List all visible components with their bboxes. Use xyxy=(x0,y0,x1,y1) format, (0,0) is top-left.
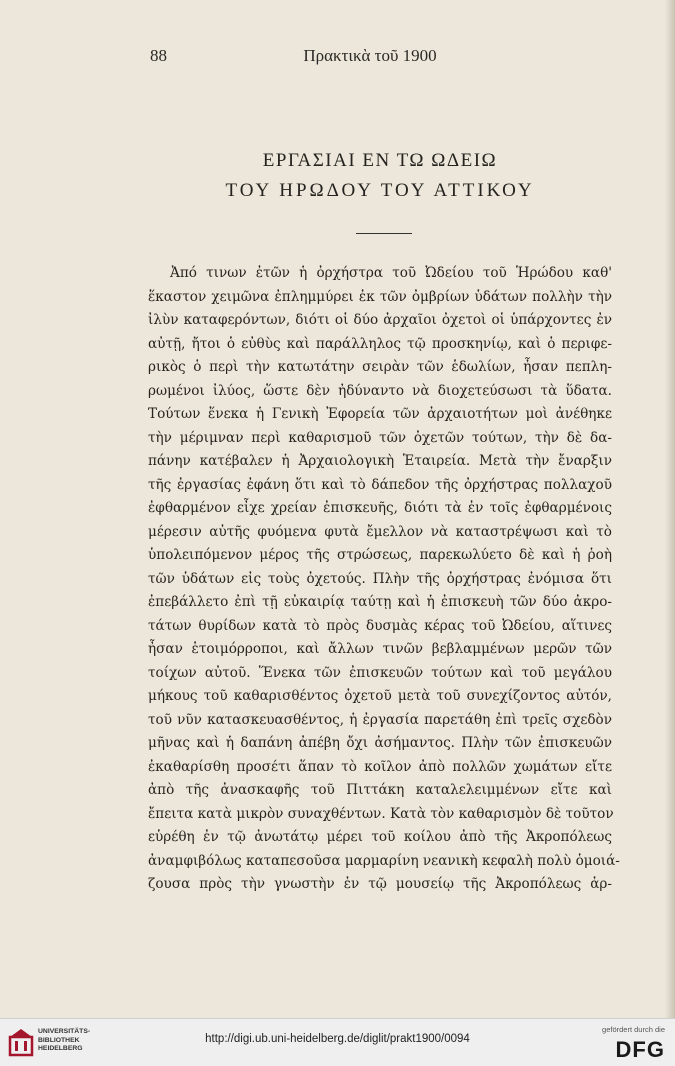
permalink-url[interactable]: http://digi.ub.uni-heidelberg.de/diglit/prakt1900/0094 xyxy=(205,1033,470,1045)
article-title xyxy=(150,146,610,206)
title-divider xyxy=(356,233,412,234)
body-line: τοίχων αὐτοῦ. Ἕνεκα τῶν ἐπισκευῶν τούτων καὶ τοῦ μεγάλου xyxy=(148,664,612,681)
university-library-logo-icon[interactable] xyxy=(8,1027,34,1057)
body-line: ρωμένοι ἰλύος, ὥστε δὲν ἠδύναντο νὰ διοχετεύσωσι τὰ ὕδατα. xyxy=(148,382,612,399)
body-line: ἀπὸ τῆς ἀνασκαφῆς τοῦ Πιττάκη καταλελειμμένων εἴτε καὶ xyxy=(148,782,612,798)
body-line: μέρεσιν αὐτῆς φυόμενα φυτὰ ἔμελλον νὰ καταστρέψωσι καὶ τὸ xyxy=(148,523,612,540)
library-name-line: BIBLIOTHEK xyxy=(38,1036,80,1044)
library-name-line: HEIDELBERG xyxy=(38,1045,83,1053)
body-line: ὑπολειπόμενον μέρος τῆς στρώσεως, παρεκωλύετο δὲ καὶ ἡ ῥοὴ xyxy=(148,547,612,563)
dfg-logo[interactable]: DFG xyxy=(615,1037,665,1062)
body-line: πάνην κατέβαλεν ἡ Ἀρχαιολογικὴ Ἑταιρεία. Μετὰ τὴν ἔναρξιν xyxy=(148,453,612,469)
body-line: ἐκαθαρίσθη προσέτι ἅπαν τὸ κοῖλον ἀπὸ πολλῶν χωμάτων εἴτε xyxy=(148,758,612,775)
running-title: Πρακτικὰ τοῦ 1900 xyxy=(303,46,437,65)
body-line: αὐτῇ, ἤτοι ὁ εὐθὺς καὶ παράλληλος τῷ προσκηνίῳ, καὶ ὁ περιφε- xyxy=(148,335,612,352)
funded-by-label: gefördert durch die xyxy=(602,1025,665,1034)
body-line: ζουσα πρὸς τὴν γνωστὴν ἐν τῷ μουσείῳ τῆς Ἀκροπόλεως ἀρ- xyxy=(148,876,612,892)
body-text xyxy=(148,262,620,897)
page-number: 88 xyxy=(150,46,167,65)
body-line: ρικὸς ὁ περὶ τὴν κατωτάτην σειρὰν τῶν ἑδωλίων, ἦσαν πεπλη- xyxy=(148,359,612,375)
body-line: ἰλὺν καταφερόντων, διότι οἱ δύο ἀρχαῖοι ὀχετοὶ οἱ ὑπάρχοντες ἐν xyxy=(148,312,612,328)
body-line: Ἀπό τινων ἐτῶν ἡ ὀρχήστρα τοῦ Ὠδείου τοῦ Ἡρώδου καθ' xyxy=(170,265,612,281)
body-line: τάτων θυρίδων κατὰ τὸ πρὸς δυσμὰς κέρας τοῦ Ὠδείου, αἵτινες xyxy=(148,617,612,634)
body-line: ἐφθαρμένον εἶχε χρείαν ἐπισκευῆς, διότι τὰ ἐν τοῖς ἐφθαρμένοις xyxy=(148,500,612,516)
body-line: ἀναμφιβόλως καταπεσοῦσα μαρμαρίνη νεανικὴ κεφαλὴ πολὺ ὁμοιά- xyxy=(148,852,620,869)
library-name[interactable] xyxy=(38,1028,90,1054)
body-line: μῆνας καὶ ἡ δαπάνη ἀπέβη ὄχι ἀσήμαντος. Πλὴν τῶν ἐπισκευῶν xyxy=(148,735,612,751)
body-line: Τούτων ἕνεκα ἡ Γενικὴ Ἐφορεία τῶν ἀρχαιοτήτων μοὶ ἀνέθηκε xyxy=(148,406,612,422)
viewer-footer xyxy=(0,1018,675,1066)
body-line: ἦσαν ἑτοιμόρροποι, καὶ ἄλλων τινῶν βεβλαμμένων μερῶν τῶν xyxy=(148,641,612,657)
body-line: τὴν μέριμναν περὶ καθαρισμοῦ τῶν ὀχετῶν τούτων, τὴν δὲ δα- xyxy=(148,429,612,446)
article-title-line-2: ΤΟΥ ΗΡΩΔΟΥ ΤΟΥ ΑΤΤΙΚΟΥ xyxy=(225,180,535,201)
body-line: τοῦ νῦν κατασκευασθέντος, ἡ ἐργασία παρετάθη ἐπὶ τρεῖς σχεδὸν xyxy=(148,711,612,728)
body-line: ἕκαστον χειμῶνα ἐπλημμύρει ἐκ τῶν ὀμβρίων ὑδάτων πολλὴν τὴν xyxy=(148,288,612,305)
body-line: τῆς ἐργασίας ἐφάνη ὅτι καὶ τὸ δάπεδον τῆς ὀρχήστρας πολλαχοῦ xyxy=(148,476,612,493)
body-line: τῶν ὑδάτων εἰς τοὺς ὀχετούς. Πλὴν τῆς ὀρχήστρας ἐνόμισα ὅτι xyxy=(148,570,612,587)
body-line: ἔπειτα κατὰ μικρὸν συναχθέντων. Κατὰ τὸν καθαρισμὸν δὲ τοῦτον xyxy=(148,805,614,822)
body-line: ἐπεβάλλετο ἐπὶ τῇ εὐκαιρίᾳ ταύτῃ καὶ ἡ ἐπισκευὴ τῶν δύο ἀκρο- xyxy=(148,594,612,610)
body-line: εὑρέθη ἐν τῷ ἀνωτάτῳ μέρει τοῦ κοίλου ἀπὸ τῆς Ἀκροπόλεως xyxy=(148,829,612,845)
article-title-line-1: ΕΡΓΑΣΙΑΙ ΕΝ ΤΩ ΩΔΕΙΩ xyxy=(262,150,498,171)
body-line: μήκους τοῦ καθαρισθέντος ὀχετοῦ μετὰ τοῦ συνεχίζοντος αὐτόν, xyxy=(148,688,612,704)
running-head xyxy=(150,46,590,68)
library-name-line: UNIVERSITÄTS- xyxy=(38,1028,91,1035)
